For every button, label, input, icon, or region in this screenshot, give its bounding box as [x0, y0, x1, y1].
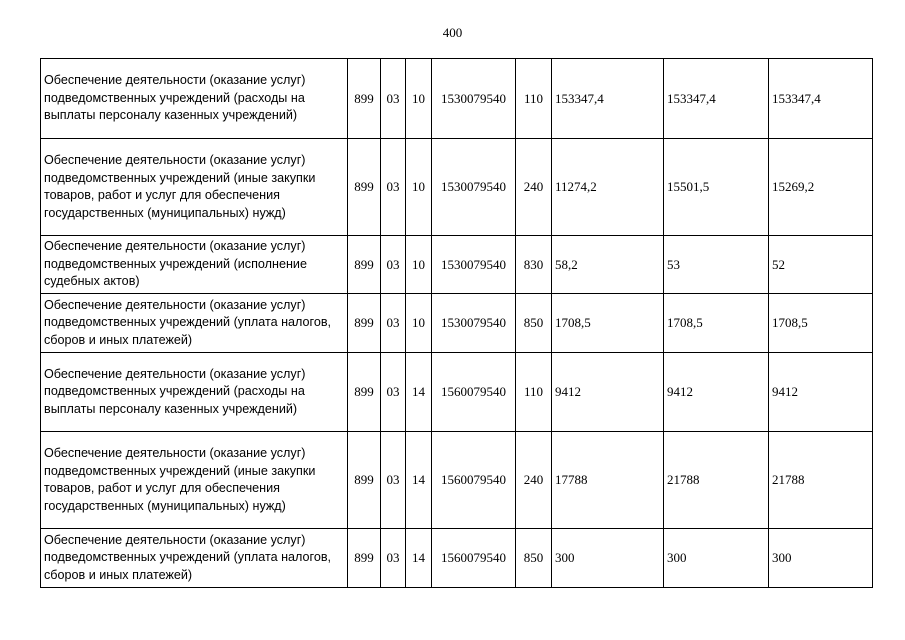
target-article-code: 1530079540: [432, 59, 516, 139]
grbs-code: 899: [348, 139, 381, 236]
target-article-code: 1560079540: [432, 432, 516, 529]
row-description: Обеспечение деятельности (оказание услуг) подведомственных учреждений (уплата налогов, сборов и иных платежей): [41, 294, 348, 353]
sum-year-3: 21788: [769, 432, 873, 529]
expense-type-code: 240: [516, 432, 552, 529]
row-description: Обеспечение деятельности (оказание услуг) подведомственных учреждений (исполнение судебных актов): [41, 236, 348, 294]
expense-type-code: 830: [516, 236, 552, 294]
row-description: Обеспечение деятельности (оказание услуг) подведомственных учреждений (иные закупки товаров, работ и услуг для обеспечения государственных (муниципальных) нужд): [41, 139, 348, 236]
expense-type-code: 850: [516, 294, 552, 353]
target-article-code: 1530079540: [432, 236, 516, 294]
table-row: [41, 529, 873, 588]
sum-year-1: 11274,2: [552, 139, 664, 236]
sum-year-3: 300: [769, 529, 873, 588]
row-description: Обеспечение деятельности (оказание услуг) подведомственных учреждений (иные закупки товаров, работ и услуг для обеспечения государственных (муниципальных) нужд): [41, 432, 348, 529]
sum-year-1: 153347,4: [552, 59, 664, 139]
razdel-code: 03: [381, 139, 406, 236]
table-row: [41, 139, 873, 236]
grbs-code: 899: [348, 59, 381, 139]
sum-year-3: 15269,2: [769, 139, 873, 236]
razdel-code: 03: [381, 236, 406, 294]
table-row: [41, 294, 873, 353]
sum-year-2: 21788: [664, 432, 769, 529]
row-description: Обеспечение деятельности (оказание услуг) подведомственных учреждений (уплата налогов, сборов и иных платежей): [41, 529, 348, 588]
sum-year-1: 9412: [552, 353, 664, 432]
table-row: [41, 236, 873, 294]
sum-year-2: 1708,5: [664, 294, 769, 353]
razdel-code: 03: [381, 59, 406, 139]
expense-type-code: 110: [516, 353, 552, 432]
sum-year-2: 153347,4: [664, 59, 769, 139]
target-article-code: 1560079540: [432, 529, 516, 588]
podrazdel-code: 14: [406, 353, 432, 432]
table-row: [41, 432, 873, 529]
expense-type-code: 850: [516, 529, 552, 588]
sum-year-1: 300: [552, 529, 664, 588]
row-description: Обеспечение деятельности (оказание услуг) подведомственных учреждений (расходы на выплаты персоналу казенных учреждений): [41, 59, 348, 139]
podrazdel-code: 10: [406, 139, 432, 236]
sum-year-3: 1708,5: [769, 294, 873, 353]
grbs-code: 899: [348, 294, 381, 353]
sum-year-2: 15501,5: [664, 139, 769, 236]
razdel-code: 03: [381, 294, 406, 353]
sum-year-1: 1708,5: [552, 294, 664, 353]
podrazdel-code: 10: [406, 59, 432, 139]
podrazdel-code: 14: [406, 529, 432, 588]
razdel-code: 03: [381, 432, 406, 529]
sum-year-3: 9412: [769, 353, 873, 432]
grbs-code: 899: [348, 353, 381, 432]
grbs-code: 899: [348, 529, 381, 588]
budget-table: [40, 58, 873, 588]
target-article-code: 1530079540: [432, 294, 516, 353]
sum-year-2: 9412: [664, 353, 769, 432]
grbs-code: 899: [348, 236, 381, 294]
table-row: [41, 353, 873, 432]
sum-year-1: 58,2: [552, 236, 664, 294]
row-description: Обеспечение деятельности (оказание услуг) подведомственных учреждений (расходы на выплаты персоналу казенных учреждений): [41, 353, 348, 432]
sum-year-3: 52: [769, 236, 873, 294]
sum-year-1: 17788: [552, 432, 664, 529]
target-article-code: 1560079540: [432, 353, 516, 432]
podrazdel-code: 10: [406, 236, 432, 294]
sum-year-2: 300: [664, 529, 769, 588]
razdel-code: 03: [381, 529, 406, 588]
page-number: 400: [442, 25, 463, 40]
expense-type-code: 110: [516, 59, 552, 139]
sum-year-2: 53: [664, 236, 769, 294]
grbs-code: 899: [348, 432, 381, 529]
podrazdel-code: 10: [406, 294, 432, 353]
sum-year-3: 153347,4: [769, 59, 873, 139]
podrazdel-code: 14: [406, 432, 432, 529]
expense-type-code: 240: [516, 139, 552, 236]
razdel-code: 03: [381, 353, 406, 432]
table-row: [41, 59, 873, 139]
target-article-code: 1530079540: [432, 139, 516, 236]
